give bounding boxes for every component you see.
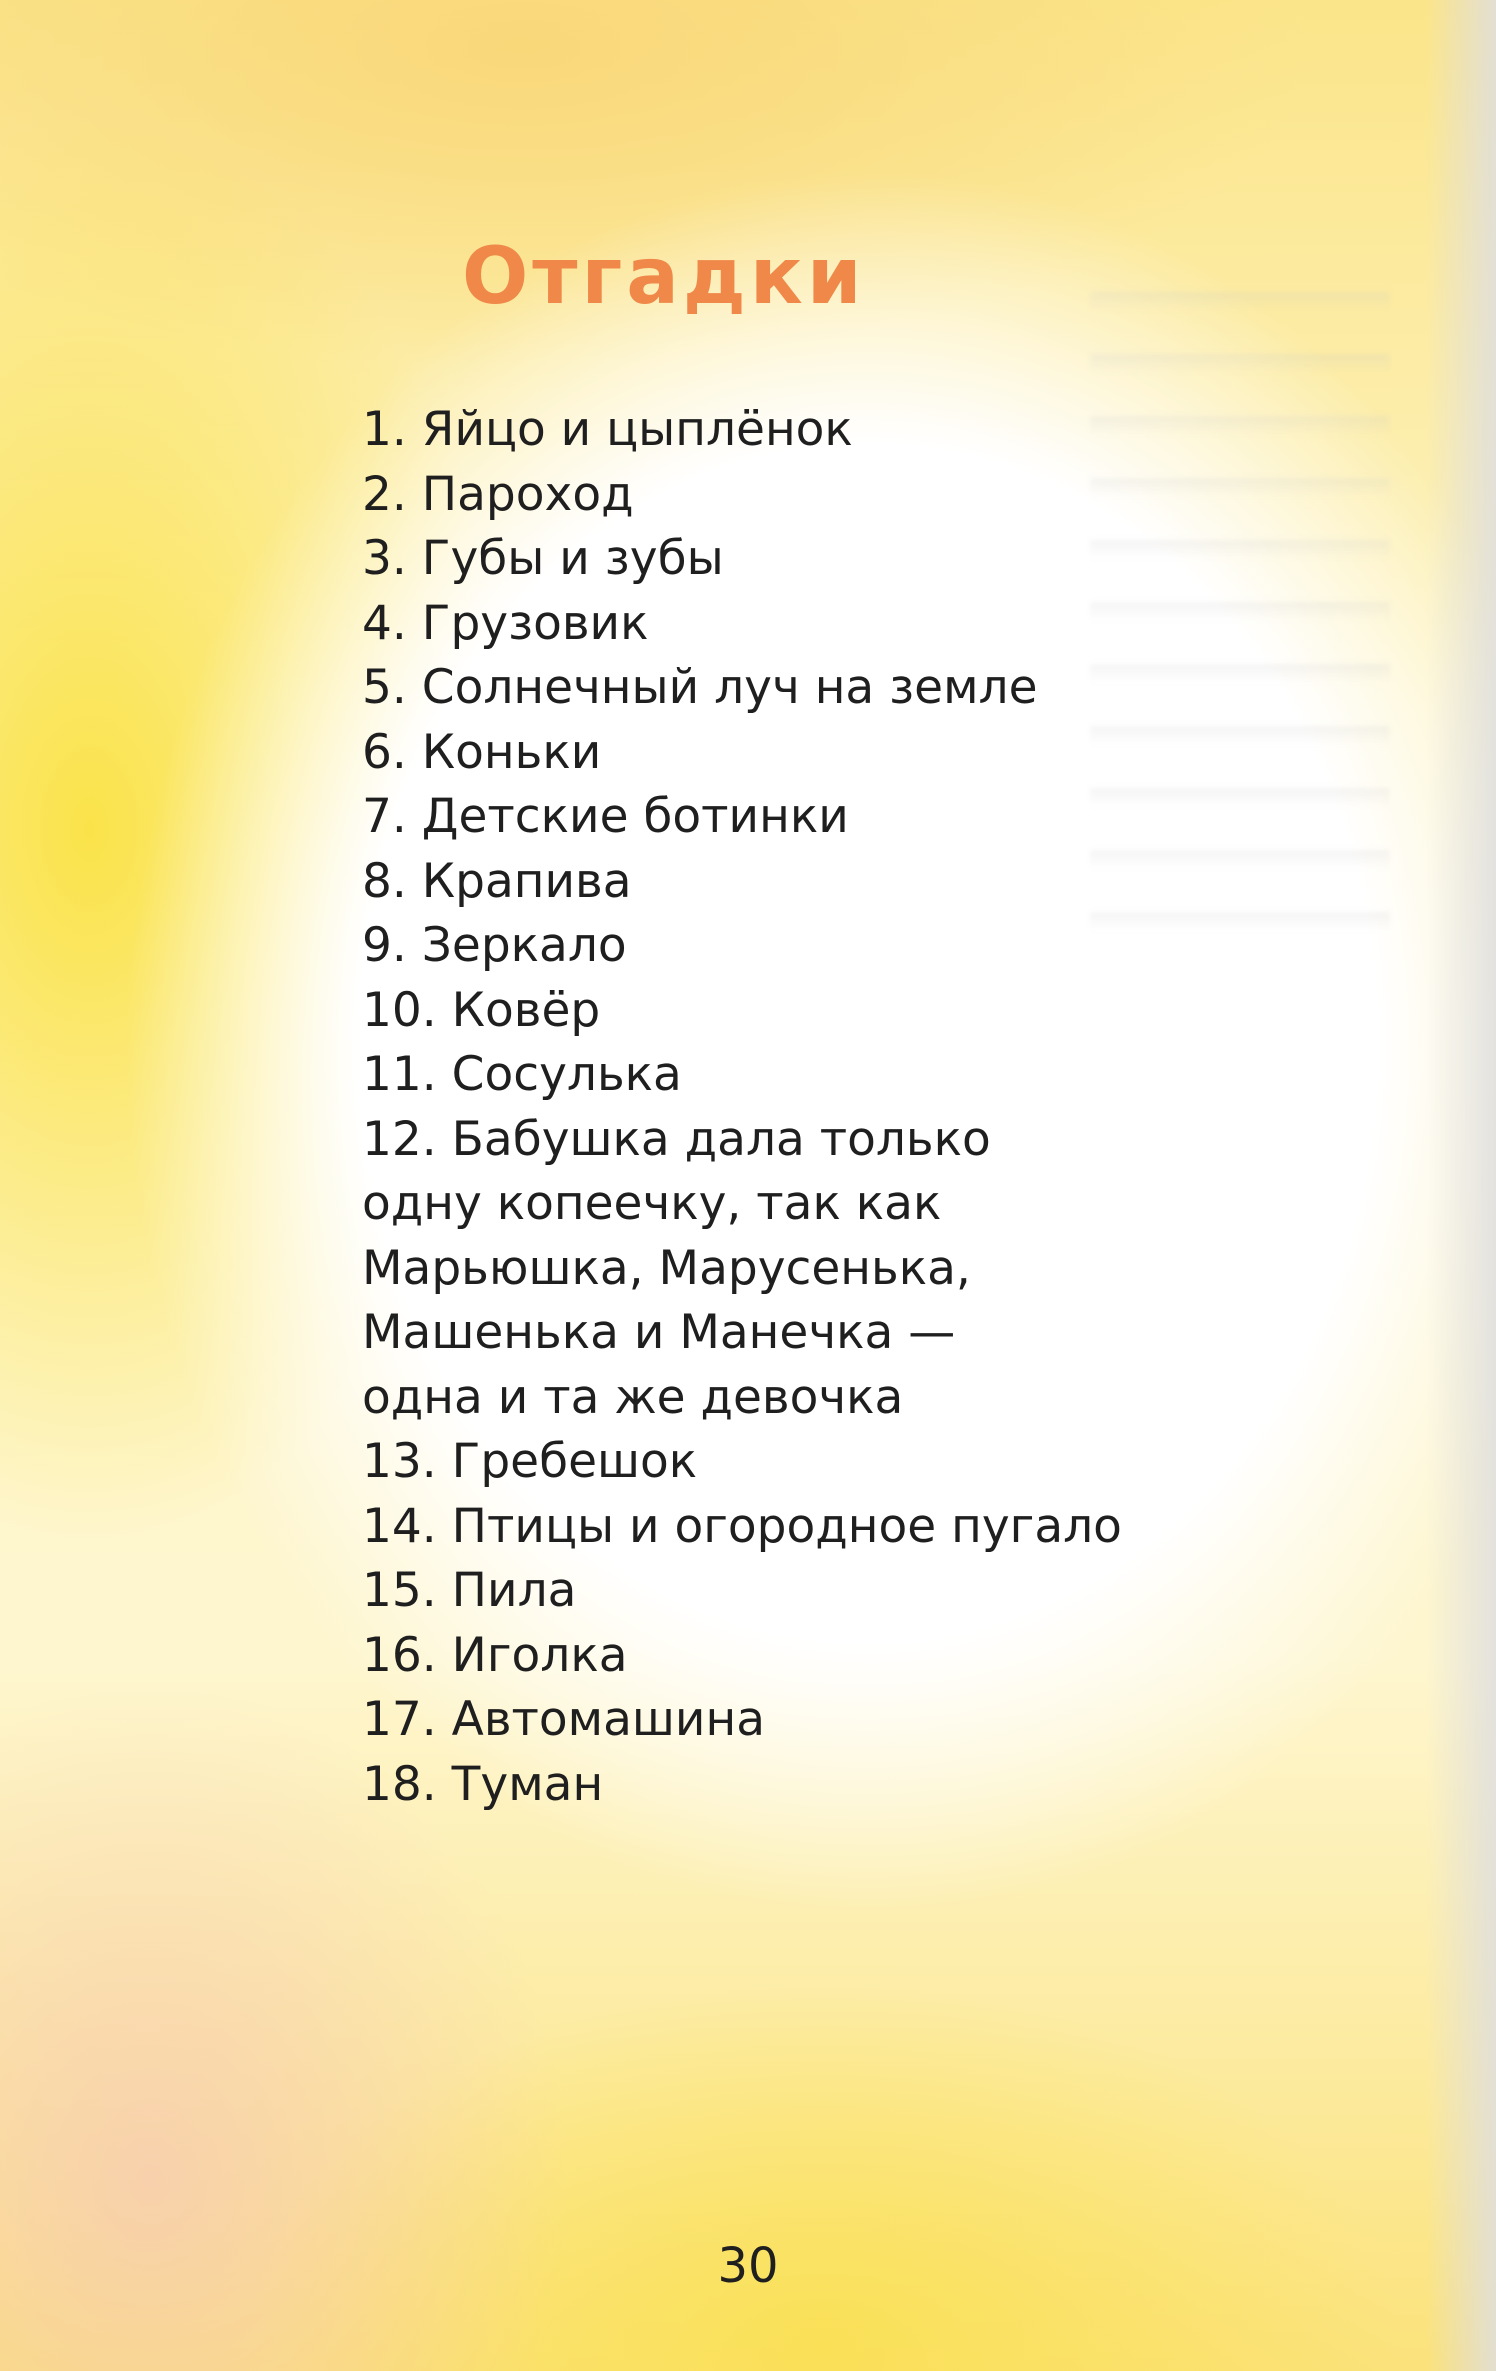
answer-item: 9. Зеркало xyxy=(362,918,627,973)
answer-item: 5. Солнечный луч на земле xyxy=(362,660,1038,715)
answer-item: 11. Сосулька xyxy=(362,1047,682,1102)
answer-item: 14. Птицы и огородное пугало xyxy=(362,1498,1122,1554)
answer-item: 10. Ковёр xyxy=(362,982,601,1038)
answer-item: 7. Детские ботинки xyxy=(362,789,849,844)
page-number: 30 xyxy=(717,2238,779,2294)
answer-item: 15. Пила xyxy=(362,1563,577,1618)
answer-item: 18. Туман xyxy=(362,1756,604,1812)
answer-item: 1. Яйцо и цыплёнок xyxy=(362,402,853,457)
answer-item: 17. Автомашина xyxy=(362,1692,766,1747)
page-title: Отгадки xyxy=(462,232,866,322)
page-edge-shadow xyxy=(1426,0,1496,2371)
answer-item: 8. Крапива xyxy=(362,853,632,909)
answers-list xyxy=(362,398,1362,1817)
answer-item: 3. Губы и зубы xyxy=(362,531,724,586)
answer-item: 4. Грузовик xyxy=(362,595,649,651)
answer-item: 2. Пароход xyxy=(362,466,634,522)
answer-item: 13. Гребешок xyxy=(362,1434,698,1489)
answer-item: 16. Иголка xyxy=(362,1627,628,1683)
answer-item: 6. Коньки xyxy=(362,724,602,780)
answer-item: 12. Бабушка дала только одну копеечку, так как Марьюшка, Марусенька, Машенька и Манечка — одна и та же девочка xyxy=(362,1111,991,1425)
